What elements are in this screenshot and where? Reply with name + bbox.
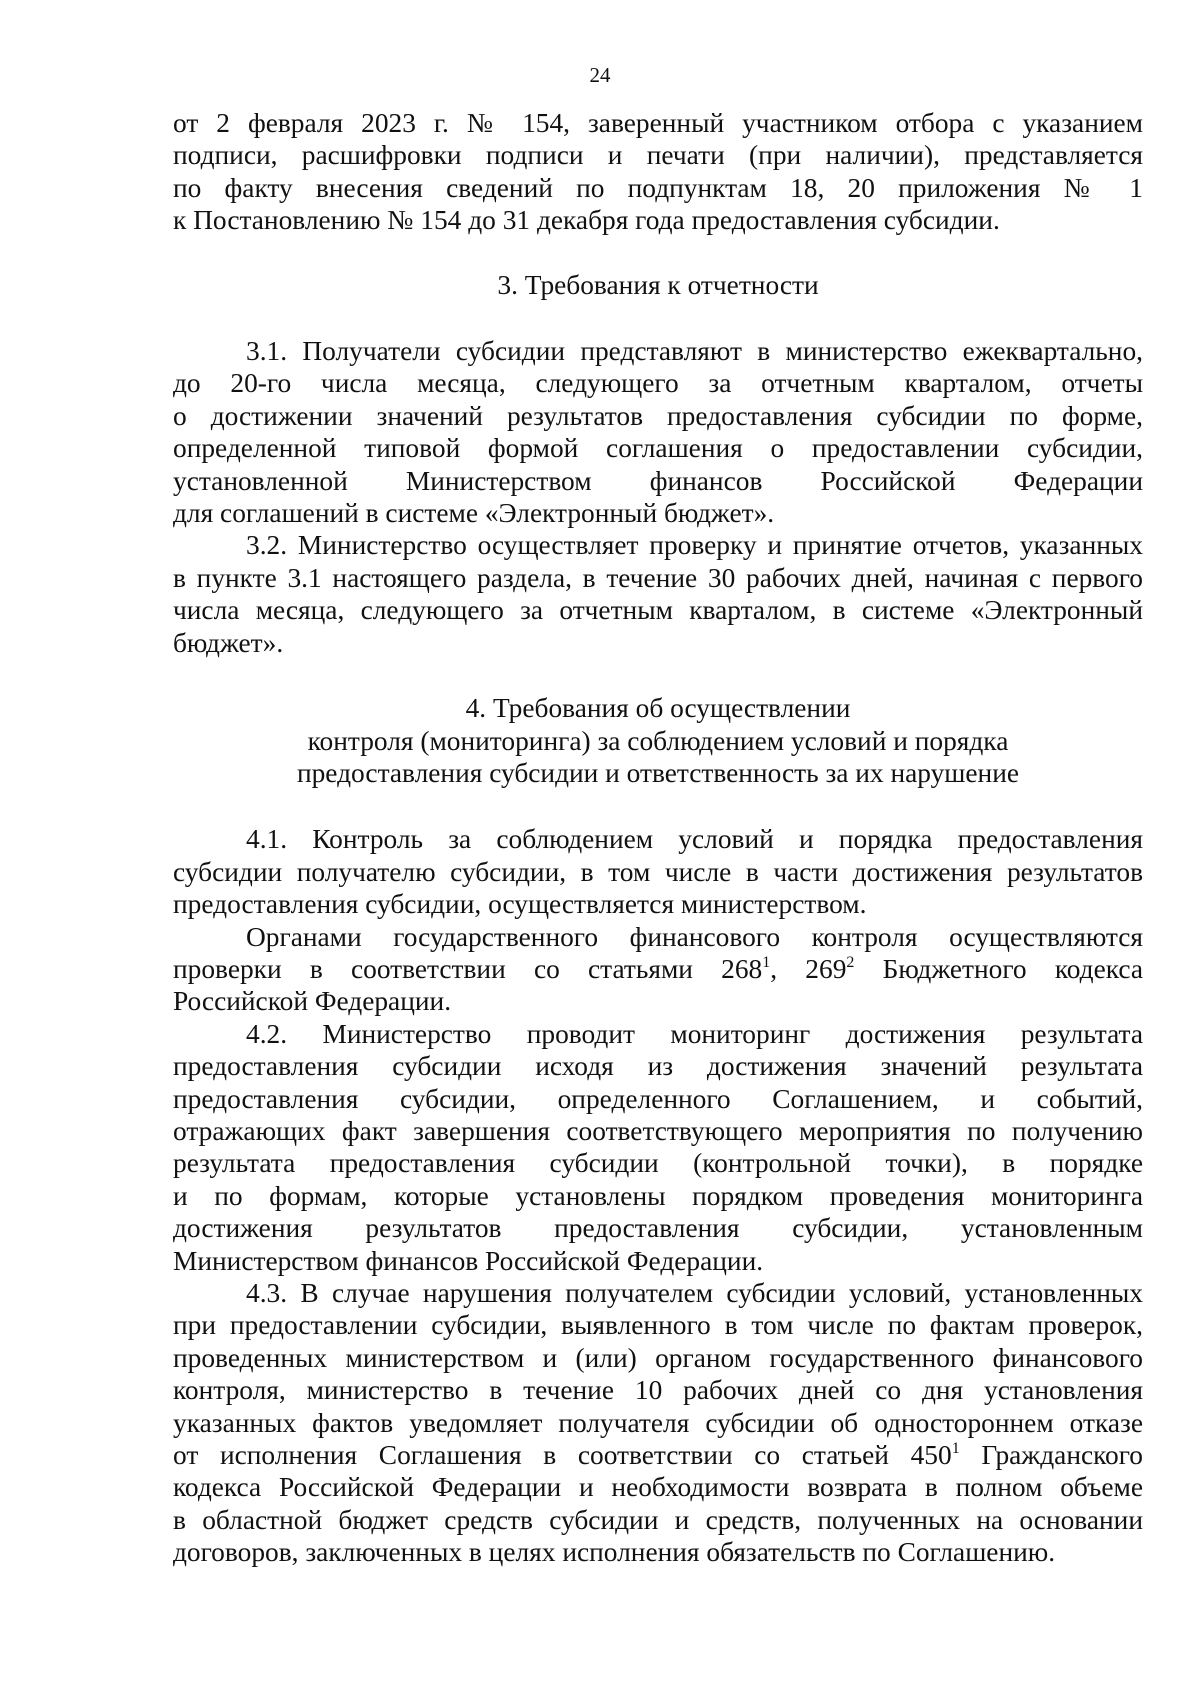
text-line: контроля, министерство в течение 10 рабочих дней со дня установления <box>173 1375 1143 1406</box>
paragraph-4-1-control <box>173 921 1143 1018</box>
text-line: 3.1. Получатели субсидии представляют в министерство ежеквартально, <box>246 336 1143 367</box>
text-line: отражающих факт завершения соответствующего мероприятия по получению <box>173 1115 1143 1146</box>
heading-line: предоставления субсидии и ответственность за их нарушение <box>296 757 1020 788</box>
paragraph-3-1 <box>173 335 1143 529</box>
text-line: Российской Федерации. <box>173 986 452 1017</box>
text-line: указанных фактов уведомляет получателя субсидии об одностороннем отказе <box>173 1407 1143 1438</box>
text-line: предоставления субсидии, определенного Соглашением, и событий, <box>173 1083 1143 1114</box>
text-line <box>173 1439 1143 1471</box>
text-line: бюджет». <box>173 627 284 658</box>
text-line: до 20-го числа месяца, следующего за отчетным кварталом, отчеты <box>173 368 1143 399</box>
text-line: Министерством финансов Российской Федерации. <box>173 1245 764 1276</box>
text-line: 4.3. В случае нарушения получателем субсидии условий, установленных <box>246 1278 1143 1308</box>
text-line: к Постановлению № 154 до 31 декабря года предоставления субсидии. <box>173 205 1000 236</box>
paragraph-4-3 <box>173 1277 1143 1569</box>
text-line: определенной типовой формой соглашения о предоставлении субсидии, <box>173 433 1143 464</box>
text-line: субсидии получателю субсидии, в том числе в части достижения результатов <box>173 856 1143 887</box>
paragraph-4-1 <box>173 823 1143 920</box>
text-line: результата предоставления субсидии (контрольной точки), в порядке <box>173 1148 1143 1179</box>
text-line: установленной Министерством финансов Российской Федерации <box>173 465 1143 496</box>
text-line: 4.1. Контроль за соблюдением условий и порядка предоставления <box>246 824 1143 855</box>
text-line: предоставления субсидии, осуществляется министерством. <box>173 889 867 920</box>
text-line: в пункте 3.1 настоящего раздела, в течение 30 рабочих дней, начиная с первого <box>173 562 1143 593</box>
text-line: при предоставлении субсидии, выявленного в том числе по фактам проверок, <box>173 1310 1143 1341</box>
text-line: в областной бюджет средств субсидии и средств, полученных на основании <box>173 1504 1143 1535</box>
text-line: Органами государственного финансового контроля осуществляются <box>246 921 1143 952</box>
text-fragment: от исполнения Соглашения в соответствии со статьей 450 <box>173 1440 952 1471</box>
text-fragment: Гражданского <box>959 1440 1143 1471</box>
text-line: договоров, заключенных в целях исполнения обязательств по Соглашению. <box>173 1537 1056 1568</box>
text-line: о достижении значений результатов предоставления субсидии по форме, <box>173 400 1143 431</box>
text-line: 4.2. Министерство проводит мониторинг достижения результата <box>246 1018 1143 1049</box>
superscript: 1 <box>951 1440 960 1458</box>
text-fragment: Бюджетного кодекса <box>854 953 1144 984</box>
heading-line: 4. Требования об осуществлении <box>465 693 851 724</box>
heading-line: контроля (мониторинга) за соблюдением условий и порядка <box>307 725 1009 756</box>
text-fragment: проверки в соответствии со статьями 268 <box>173 953 763 984</box>
text-line: по факту внесения сведений по подпунктам 18, 20 приложения № 1 <box>173 172 1143 203</box>
heading-line: 3. Требования к отчетности <box>497 269 819 300</box>
text-fragment: , 269 <box>770 953 847 984</box>
section-3-heading <box>173 269 1143 301</box>
document-body <box>173 107 1143 1569</box>
text-line: проведенных министерством и (или) органом государственного финансового <box>173 1342 1143 1373</box>
paragraph-4-2 <box>173 1018 1143 1277</box>
text-line: и по формам, которые установлены порядком проведения мониторинга <box>173 1180 1143 1211</box>
text-line: предоставления субсидии исходя из достижения значений результата <box>173 1051 1143 1082</box>
text-line: достижения результатов предоставления субсидии, установленным <box>173 1213 1143 1244</box>
intro-paragraph <box>173 107 1143 237</box>
superscript: 1 <box>762 953 771 971</box>
text-line: для соглашений в системе «Электронный бюджет». <box>173 498 775 529</box>
text-line <box>173 953 1143 985</box>
section-4-heading <box>173 692 1143 789</box>
paragraph-3-2 <box>173 529 1143 659</box>
superscript: 2 <box>846 953 855 971</box>
text-line: от 2 февраля 2023 г. № 154, заверенный участником отбора с указанием <box>173 108 1143 138</box>
text-line: кодекса Российской Федерации и необходимости возврата в полном объеме <box>173 1472 1143 1503</box>
text-line: 3.2. Министерство осуществляет проверку и принятие отчетов, указанных <box>246 530 1143 561</box>
page-number: 24 <box>589 63 611 87</box>
text-line: числа месяца, следующего за отчетным кварталом, в системе «Электронный <box>173 595 1143 626</box>
text-line: подписи, расшифровки подписи и печати (при наличии), представляется <box>173 140 1143 171</box>
